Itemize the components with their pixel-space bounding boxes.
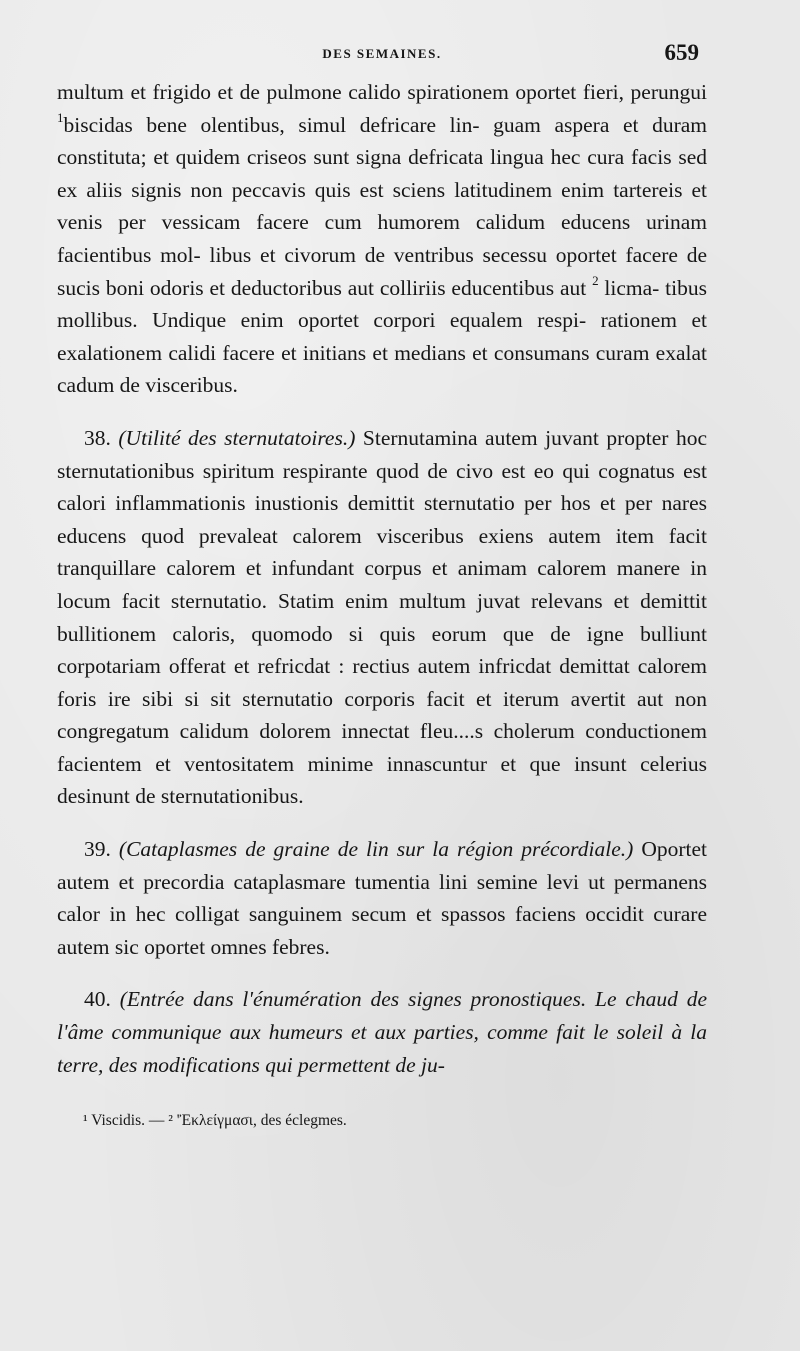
section-39 bbox=[57, 833, 707, 963]
running-title: DES SEMAINES. bbox=[322, 46, 442, 61]
line-7: libus et civorum de ventribus secessu oportet facere de sucis bbox=[57, 242, 708, 300]
book-page bbox=[57, 40, 707, 1131]
line-8a: boni odoris et deductoribus aut colliriis educentibus aut bbox=[105, 275, 593, 300]
line-11: consumans curam exalat cadum de visceribus. bbox=[57, 340, 708, 398]
line-2b: biscidas bene olentibus, simul defricare lin- bbox=[63, 112, 480, 137]
paragraph-continuation bbox=[57, 76, 707, 402]
footnotes: ¹ Viscidis. — ² 'Ἐκλείγμασι, des éclegmes. bbox=[83, 1112, 347, 1130]
line-3: guam aspera et duram constituta; et quidem criseos sunt signa bbox=[57, 112, 708, 170]
line-6: facere cum humorem calidum educens urinam facientibus mol- bbox=[57, 210, 707, 267]
section-number: 39. bbox=[84, 837, 111, 862]
section-40 bbox=[57, 983, 707, 1081]
section-number: 40. bbox=[84, 987, 111, 1012]
line-10: rationem et exalationem calidi facere et initians et medians et bbox=[57, 308, 707, 365]
line-1: multum et frigido et de pulmone calido spirationem oportet bbox=[57, 80, 577, 104]
section-text: Sternutamina autem juvant propter hoc sternutationibus spiritum respirante quod de civo est eo qui cognatus est calori inflammationis inustionis demittit sternutatio per hos et per nares educens quod prevaleat calorem visceribus exiens autem item facit tranquillare calorem et infundant corpus et animam calorem manere in locum facit sternutatio. Statim enim multum juvat relevans et demittit bullitionem caloris, quomodo si quis eorum que de igne bulliunt corpotariam offerat et refricdat : rectius autem infricdat demittat calorem foris ire sibi si sit sternutatio corporis facit et iterum avertit aut non congregatum calidum dolorem innectat fleu....s cholerum conductionem facientem et ventositatem minime innascuntur et que insunt celerius desinunt de sternutationibus. bbox=[57, 425, 707, 809]
footnote-ref-1: 1 bbox=[57, 110, 64, 126]
line-4: defricata lingua hec cura facis sed ex aliis signis non peccavis bbox=[57, 145, 707, 202]
section-heading: (Utilité des sternutatoires.) bbox=[118, 425, 356, 450]
running-head bbox=[57, 40, 707, 76]
section-text: Oportet autem et precordia cataplasmare tumentia lini semine levi ut permanens calor in hec colligat sanguinem secum et spassos faciens occidit curare autem sic oportet omnes febres. bbox=[57, 837, 708, 959]
section-38 bbox=[57, 422, 707, 813]
footnote-ref-2: 2 bbox=[592, 273, 599, 289]
page-number: 659 bbox=[664, 40, 699, 65]
line-8b: licma- bbox=[604, 275, 660, 300]
section-number: 38. bbox=[84, 425, 111, 450]
line-2a: fieri, perungui bbox=[582, 80, 707, 104]
section-heading: (Entrée dans l'énumération des signes pronostiques. Le chaud de l'âme communique aux humeurs et aux parties, comme fait le soleil à la terre, des modifications qui permettent de ju- bbox=[57, 987, 708, 1077]
line-5: quis est sciens latitudinem enim tartereis et venis per vessicam bbox=[57, 177, 707, 235]
line-9: tibus mollibus. Undique enim oportet corpori equalem respi- bbox=[57, 275, 707, 333]
section-heading: (Cataplasmes de graine de lin sur la région précordiale.) bbox=[118, 837, 634, 862]
